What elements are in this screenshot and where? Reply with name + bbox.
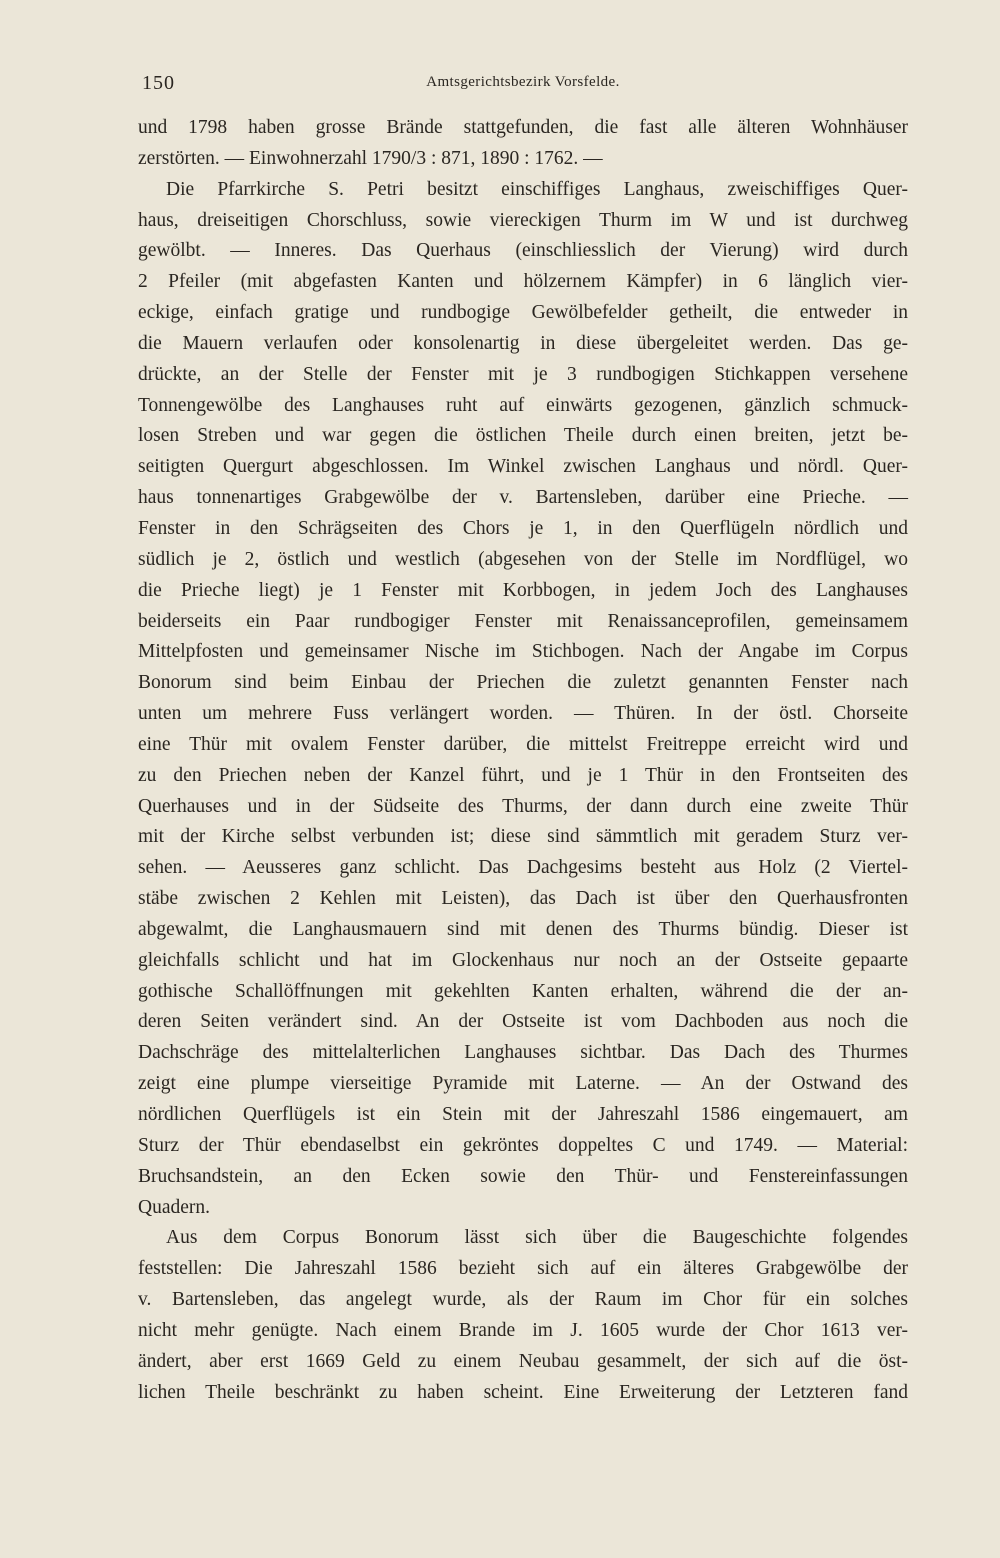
text-line: zerstörten. — Einwohnerzahl 1790/3 : 871, 1890 : 1762. — — [138, 147, 603, 169]
text-line: mit der Kirche selbst verbunden ist; diese sind sämmtlich mit geradem Sturz ver- — [138, 826, 908, 848]
text-line: Aus dem Corpus Bonorum lässt sich über die Baugeschichte folgendes — [166, 1227, 908, 1249]
page-number: 150 — [142, 72, 175, 94]
page-header — [138, 68, 908, 98]
text-line: Dachschräge des mittelalterlichen Langhauses sichtbar. Das Dach des Thurmes — [138, 1042, 908, 1064]
text-line: Mittelpfosten und gemeinsamer Nische im Stichbogen. Nach der Angabe im Corpus — [138, 641, 908, 663]
text-line: Sturz der Thür ebendaselbst ein gekröntes doppeltes C und 1749. — Material: — [138, 1134, 908, 1156]
text-line: beiderseits ein Paar rundbogiger Fenster mit Renaissanceprofilen, gemeinsamem — [138, 610, 908, 632]
text-line: nicht mehr genügte. Nach einem Brande im J. 1605 wurde der Chor 1613 ver- — [138, 1319, 908, 1341]
text-line: feststellen: Die Jahreszahl 1586 bezieht sich auf ein älteres Grabgewölbe der — [138, 1258, 908, 1280]
text-line: v. Bartensleben, das angelegt wurde, als der Raum im Chor für ein solches — [138, 1289, 908, 1311]
text-line: gewölbt. — Inneres. Das Querhaus (einschliesslich der Vierung) wird durch — [138, 240, 908, 262]
text-line: losen Streben und war gegen die östlichen Theile durch einen breiten, jetzt be- — [138, 425, 908, 447]
text-line: zeigt eine plumpe vierseitige Pyramide mit Laterne. — An der Ostwand des — [138, 1073, 908, 1095]
text-line: die Prieche liegt) je 1 Fenster mit Korbbogen, in jedem Joch des Langhauses — [138, 579, 908, 601]
text-line: ändert, aber erst 1669 Geld zu einem Neubau gesammelt, der sich auf die öst- — [138, 1350, 908, 1372]
text-line: abgewalmt, die Langhausmauern sind mit denen des Thurms bündig. Dieser ist — [138, 918, 908, 940]
text-line: zu den Priechen neben der Kanzel führt, und je 1 Thür in den Frontseiten des — [138, 764, 908, 786]
text-line: drückte, an der Stelle der Fenster mit je 3 rundbogigen Stichkappen versehene — [138, 363, 908, 385]
running-title: Amtsgerichtsbezirk Vorsfelde. — [426, 74, 620, 90]
text-line: eckige, einfach gratige und rundbogige Gewölbefelder getheilt, die entweder in — [138, 302, 908, 324]
text-line: Bruchsandstein, an den Ecken sowie den Thür- und Fenstereinfassungen — [138, 1165, 908, 1187]
text-line: nördlichen Querflügels ist ein Stein mit der Jahreszahl 1586 eingemauert, am — [138, 1104, 908, 1125]
text-line: gothische Schallöffnungen mit gekehlten Kanten erhalten, während die der an- — [138, 980, 908, 1002]
text-line: Quadern. — [138, 1196, 211, 1218]
text-line: haus, dreiseitigen Chorschluss, sowie viereckigen Thurm im W und ist durchweg — [138, 209, 908, 231]
text-line: Bonorum sind beim Einbau der Priechen die zuletzt genannten Fenster nach — [138, 672, 908, 694]
text-line: unten um mehrere Fuss verlängert worden. — Thüren. In der östl. Chorseite — [138, 703, 908, 725]
body-text — [138, 113, 908, 1408]
text-line: haus tonnenartiges Grabgewölbe der v. Bartensleben, darüber eine Prieche. — — [138, 487, 908, 509]
text-line: und 1798 haben grosse Brände stattgefunden, die fast alle älteren Wohnhäuser — [138, 117, 908, 138]
text-line: deren Seiten verändert sind. An der Ostseite ist vom Dachboden aus noch die — [138, 1011, 908, 1033]
text-line: gleichfalls schlicht und hat im Glockenhaus nur noch an der Ostseite gepaarte — [138, 949, 908, 971]
text-line: Tonnengewölbe des Langhauses ruht auf einwärts gezogenen, gänzlich schmuck- — [138, 394, 908, 416]
text-line: Die Pfarrkirche S. Petri besitzt einschiffiges Langhaus, zweischiffiges Quer- — [166, 178, 908, 200]
text-line: 2 Pfeiler (mit abgefasten Kanten und hölzernem Kämpfer) in 6 länglich vier- — [138, 271, 908, 293]
text-line: Querhauses und in der Südseite des Thurms, der dann durch eine zweite Thür — [138, 795, 908, 817]
text-line: lichen Theile beschränkt zu haben scheint. Eine Erweiterung der Letzteren fand — [138, 1381, 908, 1403]
text-line: Fenster in den Schrägseiten des Chors je 1, in den Querflügeln nördlich und — [138, 517, 908, 539]
text-line: sehen. — Aeusseres ganz schlicht. Das Dachgesims besteht aus Holz (2 Viertel- — [138, 857, 908, 879]
text-line: seitigten Quergurt abgeschlossen. Im Winkel zwischen Langhaus und nördl. Quer- — [138, 456, 908, 478]
text-line: eine Thür mit ovalem Fenster darüber, die mittelst Freitreppe erreicht wird und — [138, 733, 908, 755]
text-line: südlich je 2, östlich und westlich (abgesehen von der Stelle im Nordflügel, wo — [138, 548, 908, 570]
text-line: stäbe zwischen 2 Kehlen mit Leisten), das Dach ist über den Querhausfronten — [138, 888, 908, 910]
text-line: die Mauern verlaufen oder konsolenartig in diese übergeleitet werden. Das ge- — [138, 332, 908, 354]
